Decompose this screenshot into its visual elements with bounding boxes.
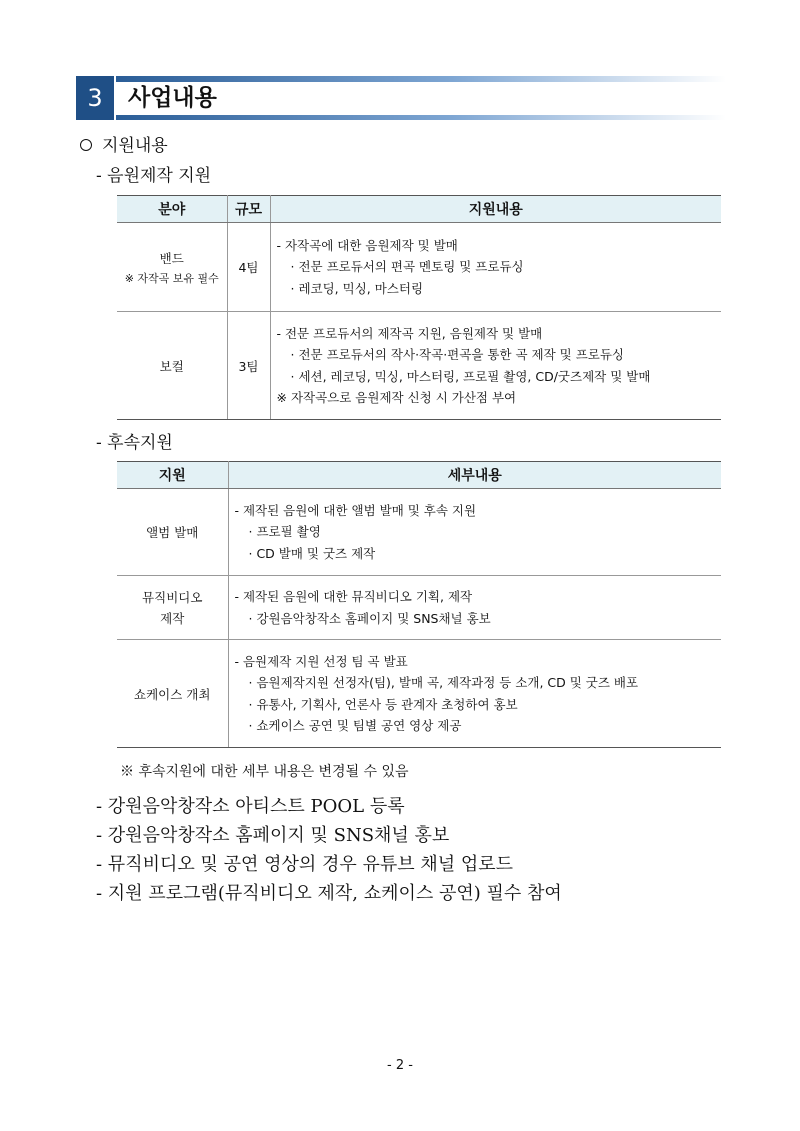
table-row bbox=[117, 312, 721, 420]
content-line: · 강원음악창작소 홈페이지 및 SNS채널 홍보 bbox=[248, 610, 491, 626]
content-cell bbox=[228, 576, 721, 640]
content-cell bbox=[270, 223, 721, 312]
content-line: - 자작곡에 대한 음원제작 및 발매 bbox=[276, 237, 458, 253]
field-label: 밴드 bbox=[159, 250, 184, 266]
extra-item: - 강원음악창작소 홈페이지 및 SNS채널 홍보 bbox=[96, 825, 450, 846]
content-line: · 쇼케이스 공연 및 팀별 공연 영상 제공 bbox=[248, 718, 462, 733]
section-number: 3 bbox=[76, 76, 114, 120]
extra-item: - 강원음악창작소 아티스트 POOL 등록 bbox=[96, 796, 405, 817]
support-heading-row bbox=[80, 131, 168, 156]
content-line: ※ 자작곡으로 음원제작 신청 시 가산점 부여 bbox=[276, 390, 517, 405]
header-content: 지원내용 bbox=[270, 196, 721, 223]
extra-item: - 지원 프로그램(뮤직비디오 제작, 쇼케이스 공연) 필수 참여 bbox=[96, 883, 562, 904]
field-label-line: 뮤직비디오 bbox=[142, 589, 203, 605]
content-line: · 유통사, 기획사, 언론사 등 관계자 초청하여 홍보 bbox=[248, 696, 518, 712]
header-support: 지원 bbox=[117, 462, 228, 489]
content-cell bbox=[270, 312, 721, 420]
content-line: · 프로필 촬영 bbox=[248, 524, 321, 540]
content-line: - 음원제작 지원 선정 팀 곡 발표 bbox=[234, 653, 408, 669]
content-line: - 제작된 음원에 대한 앨범 발매 및 후속 지원 bbox=[234, 502, 477, 518]
content-line: - 전문 프로듀서의 제작곡 지원, 음원제작 및 발매 bbox=[276, 325, 543, 341]
music-support-table bbox=[117, 195, 721, 420]
follow-support-table bbox=[117, 461, 721, 748]
extra-item: - 뮤직비디오 및 공연 영상의 경우 유튜브 채널 업로드 bbox=[96, 854, 514, 875]
content-cell bbox=[228, 489, 721, 576]
section-title: 사업내용 bbox=[128, 85, 217, 111]
field-cell bbox=[117, 223, 227, 312]
field-cell: 보컬 bbox=[117, 312, 227, 420]
header-field: 분야 bbox=[117, 196, 227, 223]
table-row bbox=[117, 576, 721, 640]
circle-bullet-icon bbox=[80, 139, 92, 151]
table-row bbox=[117, 640, 721, 748]
content-cell bbox=[228, 640, 721, 748]
content-line: · 세션, 레코딩, 믹싱, 마스터링, 프로필 촬영, CD/굿즈제작 및 발매 bbox=[290, 368, 651, 384]
content-line: · CD 발매 및 굿즈 제작 bbox=[248, 545, 376, 561]
scale-cell: 4팀 bbox=[227, 223, 270, 312]
table-header-row bbox=[117, 196, 721, 223]
content-line: · 전문 프로듀서의 작사·작곡·편곡을 통한 곡 제작 및 프로듀싱 bbox=[290, 347, 625, 362]
table-row bbox=[117, 489, 721, 576]
content-line: · 음원제작지원 선정자(팀), 발매 곡, 제작과정 등 소개, CD 및 굿즈 배포 bbox=[248, 675, 639, 690]
section-header bbox=[76, 76, 726, 120]
follow-note: ※ 후속지원에 대한 세부 내용은 변경될 수 있음 bbox=[120, 764, 409, 780]
header-detail: 세부내용 bbox=[228, 462, 721, 489]
content-line: - 제작된 음원에 대한 뮤직비디오 기획, 제작 bbox=[234, 589, 473, 604]
field-label-line: 제작 bbox=[160, 610, 185, 626]
scale-cell: 3팀 bbox=[227, 312, 270, 420]
page-number: - 2 - bbox=[387, 1058, 413, 1073]
field-cell: 쇼케이스 개최 bbox=[117, 640, 228, 748]
header-bar-top bbox=[116, 76, 726, 82]
table-header-row bbox=[117, 462, 721, 489]
field-note: ※ 자작곡 보유 필수 bbox=[124, 271, 219, 285]
table-row bbox=[117, 223, 721, 312]
field-cell bbox=[117, 576, 228, 640]
follow-heading: - 후속지원 bbox=[96, 433, 173, 453]
header-bar-bottom bbox=[116, 115, 726, 120]
content-line: · 전문 프로듀서의 편곡 멘토링 및 프로듀싱 bbox=[290, 259, 524, 275]
music-heading: - 음원제작 지원 bbox=[96, 166, 212, 186]
content-line: · 레코딩, 믹싱, 마스터링 bbox=[290, 280, 424, 296]
field-cell: 앨범 발매 bbox=[117, 489, 228, 576]
header-scale: 규모 bbox=[227, 196, 270, 223]
support-heading: 지원내용 bbox=[102, 136, 168, 156]
